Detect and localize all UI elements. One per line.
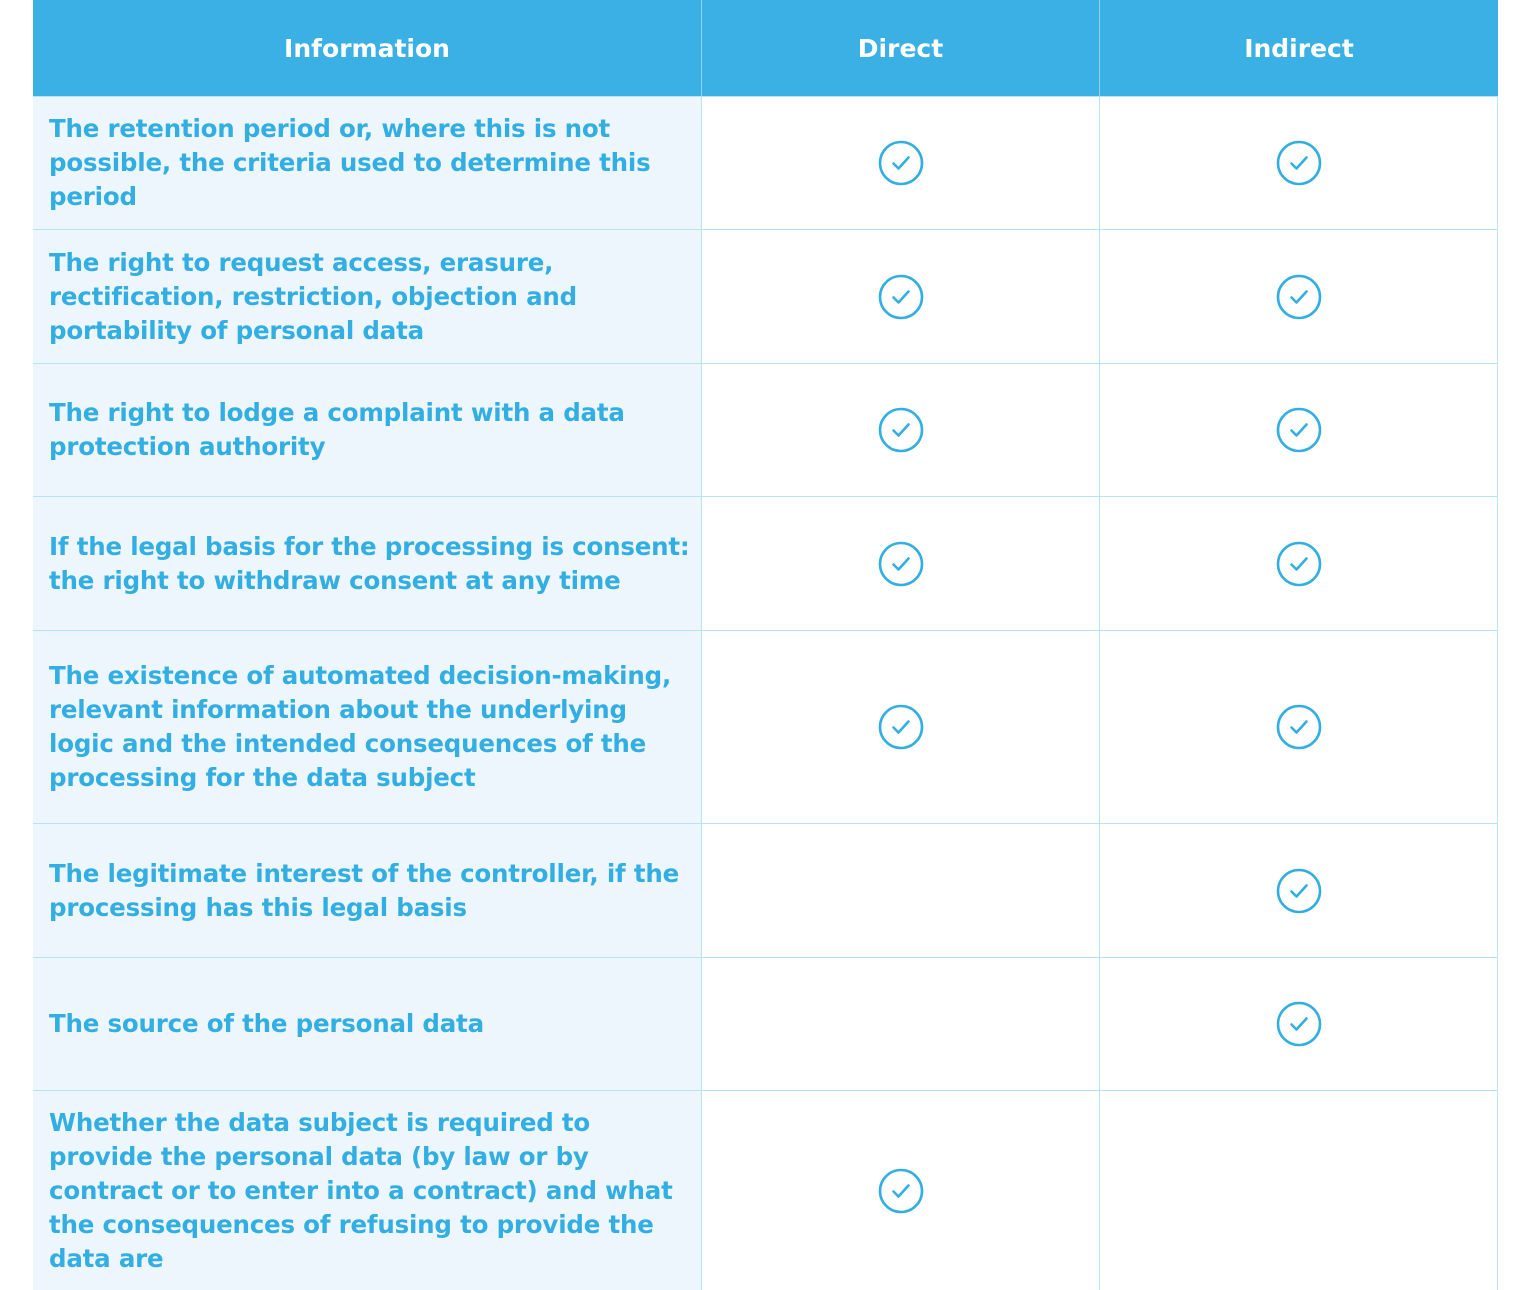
direct-cell — [701, 497, 1099, 630]
header-indirect: Indirect — [1099, 0, 1498, 96]
info-cell: The existence of automated decision-making, relevant information about the underlying logic and the intended consequences of the processing for the data subject — [33, 631, 701, 823]
indirect-cell — [1099, 97, 1498, 229]
table-header — [33, 0, 1498, 96]
check-circle-icon — [878, 274, 924, 320]
check-circle-icon — [878, 704, 924, 750]
check-circle-icon — [878, 407, 924, 453]
direct-cell — [701, 631, 1099, 823]
indirect-cell — [1099, 497, 1498, 630]
direct-cell — [701, 97, 1099, 229]
check-circle-icon — [1276, 1001, 1322, 1047]
indirect-cell — [1099, 1091, 1498, 1290]
table-row — [33, 229, 1498, 363]
table-row — [33, 630, 1498, 823]
direct-cell — [701, 958, 1099, 1090]
check-circle-icon — [878, 541, 924, 587]
direct-cell — [701, 364, 1099, 496]
check-circle-icon — [1276, 274, 1322, 320]
indirect-cell — [1099, 631, 1498, 823]
indirect-cell — [1099, 824, 1498, 957]
direct-cell — [701, 230, 1099, 363]
check-circle-icon — [1276, 541, 1322, 587]
table-row — [33, 823, 1498, 957]
indirect-cell — [1099, 958, 1498, 1090]
table-row — [33, 363, 1498, 496]
info-cell: If the legal basis for the processing is consent: the right to withdraw consent at any time — [33, 497, 701, 630]
check-circle-icon — [1276, 407, 1322, 453]
check-circle-icon — [1276, 140, 1322, 186]
info-cell: Whether the data subject is required to provide the personal data (by law or by contract or to enter into a contract) and what the consequences of refusing to provide the data are — [33, 1091, 701, 1290]
direct-cell — [701, 824, 1099, 957]
info-cell: The retention period or, where this is not possible, the criteria used to determine this period — [33, 97, 701, 229]
information-table — [33, 0, 1498, 1290]
table-row — [33, 1090, 1498, 1290]
info-cell: The legitimate interest of the controller, if the processing has this legal basis — [33, 824, 701, 957]
check-circle-icon — [1276, 868, 1322, 914]
table-row — [33, 957, 1498, 1090]
check-circle-icon — [878, 1168, 924, 1214]
direct-cell — [701, 1091, 1099, 1290]
info-cell: The source of the personal data — [33, 958, 701, 1090]
header-direct: Direct — [701, 0, 1099, 96]
indirect-cell — [1099, 364, 1498, 496]
info-cell: The right to request access, erasure, rectification, restriction, objection and portability of personal data — [33, 230, 701, 363]
check-circle-icon — [1276, 704, 1322, 750]
info-cell: The right to lodge a complaint with a data protection authority — [33, 364, 701, 496]
header-information: Information — [284, 33, 450, 63]
check-circle-icon — [878, 140, 924, 186]
indirect-cell — [1099, 230, 1498, 363]
table-row — [33, 96, 1498, 229]
table-row — [33, 496, 1498, 630]
